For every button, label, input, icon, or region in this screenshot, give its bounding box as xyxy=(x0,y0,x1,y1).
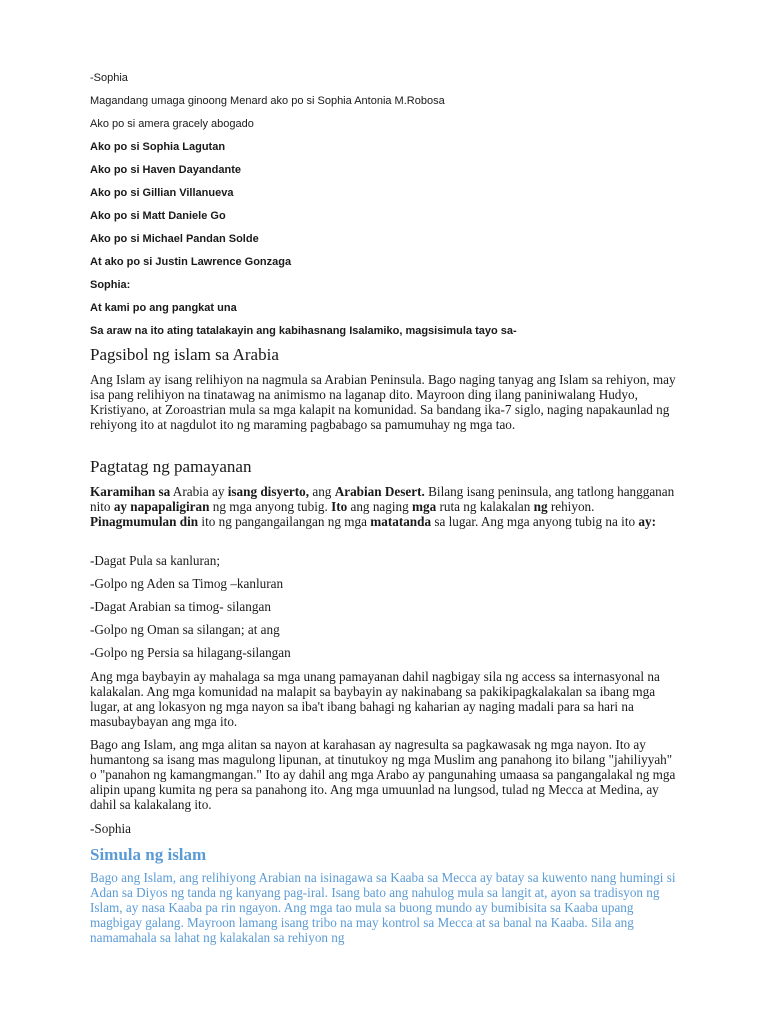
section-paragraph: Ang mga baybayin ay mahalaga sa mga unang pamayanan dahil nagbigay sila ng access sa internasyonal na kalakalan. Ang mga komunidad na malapit sa baybayin ay nakinabang sa pakikipagkalakalan sa ibang mga lugar, at ang lokasyon ng mga nayon sa iba't ibang bahagi ng kaharian ay naging madali para sa hari na masubaybayan ang mga ito. xyxy=(90,669,660,729)
text-run: ng mga anyong tubig. xyxy=(209,499,332,514)
intro-line: Ako po si Sophia Lagutan xyxy=(90,141,226,153)
section-heading: Pagsibol ng islam sa Arabia xyxy=(90,345,279,364)
intro-line: Magandang umaga ginoong Menard ako po si Sophia Antonia M.Robosa xyxy=(90,95,445,107)
text-run: Arabia ay xyxy=(170,484,228,499)
intro-lines xyxy=(90,72,690,348)
section-intro-paragraph xyxy=(90,484,680,529)
bold-run: Arabian Desert. xyxy=(334,484,425,499)
section-heading: Simula ng islam xyxy=(90,845,207,864)
text-run: rehiyon. xyxy=(547,499,595,514)
intro-line: Ako po si Haven Dayandante xyxy=(90,164,241,176)
intro-line: At kami po ang pangkat una xyxy=(90,302,237,314)
bold-run: ng xyxy=(533,499,548,514)
intro-line: Ako po si Matt Daniele Go xyxy=(90,210,226,222)
intro-line: Ako po si Michael Pandan Solde xyxy=(90,233,259,245)
intro-line: At ako po si Justin Lawrence Gonzaga xyxy=(90,256,292,268)
bold-run: mga xyxy=(412,499,437,514)
text-run: ang xyxy=(309,484,335,499)
bold-run: ay: xyxy=(638,514,656,529)
list-item: -Golpo ng Aden sa Timog –kanluran xyxy=(90,576,284,591)
section-paragraph: Ang Islam ay isang relihiyon na nagmula sa Arabian Peninsula. Bago naging tanyag ang Islam sa rehiyon, may isa pang relihiyon na tinatawag na animismo na laganap dito. Mayroon ding ilang paniniwalang Hudyo, Kristiyano, at Zoroastrian mula sa mga kalapit na komunidad. Sa bandang ika-7 siglo, naging napakaunlad ng rehiyong ito at nagdulot ito ng maraming pagbabago sa pamumuhay ng mga tao. xyxy=(90,372,676,432)
bold-run: ay napapaligiran xyxy=(113,499,210,514)
intro-line: Ako po si amera gracely abogado xyxy=(90,118,254,130)
text-run: sa lugar. Ang mga anyong tubig na ito xyxy=(431,514,639,529)
list-item: -Dagat Arabian sa timog- silangan xyxy=(90,599,271,614)
bold-run: matatanda xyxy=(370,514,432,529)
bold-run: Pinagmumulan din xyxy=(90,514,199,529)
list-item: -Golpo ng Persia sa hilagang-silangan xyxy=(90,645,291,660)
intro-line: Sophia: xyxy=(90,279,131,291)
text-run: ang naging xyxy=(347,499,413,514)
text-run: ruta ng kalakalan xyxy=(436,499,534,514)
section-paragraph: Bago ang Islam, ang mga alitan sa nayon at karahasan ay nagresulta sa pagkawasak ng mga nayon. Ito ay humantong sa isang mas magulong lipunan, at tinutukoy ng mga Muslim ang panahong ito bilang "jahiliyyah" o "panahon ng kamangmangan." Ito ay dahil ang mga Arabo ay pangunahing umaasa sa pangangalakal ng mga alipin upang kumita ng pera sa panahong ito. Ang mga umuunlad na lungsod, tulad ng Mecca at Medina, ay dahil sa kalakalang ito. xyxy=(90,737,676,812)
signoff: -Sophia xyxy=(90,821,132,836)
text-run: ito ng pangangailangan ng mga xyxy=(198,514,371,529)
text-run: Bilang isang peninsula, ang tatlong hangganan nito xyxy=(90,484,675,514)
bold-run: Ito xyxy=(331,499,348,514)
bold-run: Karamihan sa xyxy=(90,484,171,499)
intro-line: Ako po si Gillian Villanueva xyxy=(90,187,234,199)
bold-run: isang disyerto, xyxy=(227,484,310,499)
intro-line: Sa araw na ito ating tatalakayin ang kabihasnang Isalamiko, magsisimula tayo sa- xyxy=(90,325,517,337)
section-paragraph: Bago ang Islam, ang relihiyong Arabian na isinagawa sa Kaaba sa Mecca ay batay sa kuwento nang humingi si Adan sa Diyos ng tanda ng kanyang pag-iral. Isang bato ang nahulog mula sa langit at, ayon sa tradisyon ng Islam, ay nasa Kaaba pa rin ngayon. Ang mga tao mula sa buong mundo ay bumibisita sa Kaaba upang magbigay galang. Mayroon lamang isang tribo na may kontrol sa Mecca at sa banal na Kaaba. Sila ang namamahala sa lahat ng kalakalan sa rehiyon ng xyxy=(90,870,676,945)
list-item: -Dagat Pula sa kanluran; xyxy=(90,553,221,568)
list-item: -Golpo ng Oman sa silangan; at ang xyxy=(90,622,280,637)
section-heading: Pagtatag ng pamayanan xyxy=(90,457,252,476)
intro-line: -Sophia xyxy=(90,72,128,84)
